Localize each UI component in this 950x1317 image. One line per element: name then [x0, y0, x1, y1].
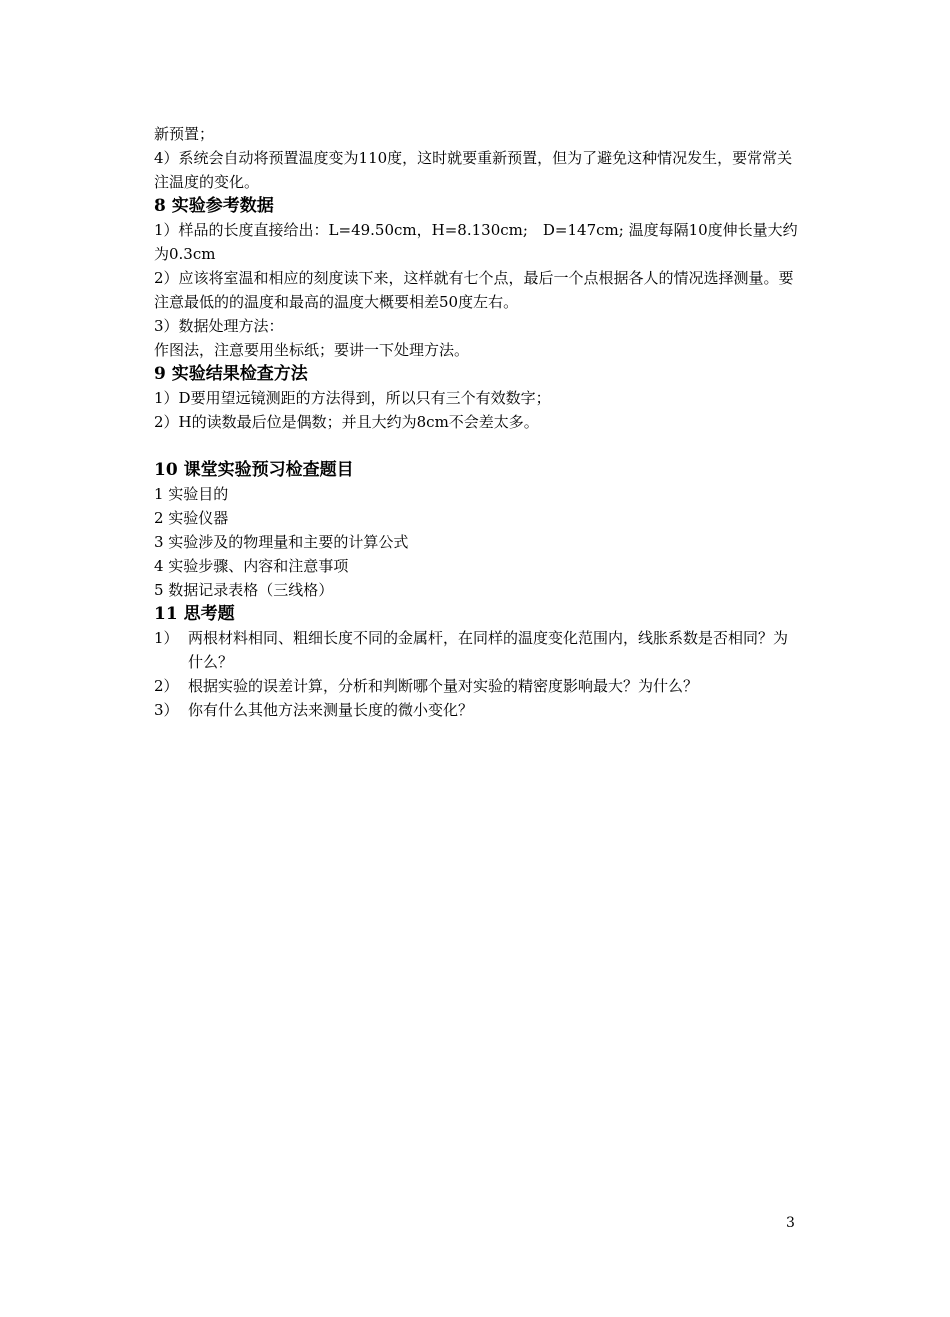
section-10-heading: 10 课堂实验预习检查题目: [154, 460, 354, 480]
question-item: [154, 626, 800, 674]
section-10-item: 3 实验涉及的物理量和主要的计算公式: [154, 533, 409, 551]
section-9-item-2: 2）H的读数最后位是偶数；并且大约为8cm不会差太多。: [154, 413, 539, 431]
section-9-item-1: 1）D要用望远镜测距的方法得到，所以只有三个有效数字；: [154, 389, 551, 407]
section-10-item: 4 实验步骤、内容和注意事项: [154, 557, 349, 575]
section-8-item-1: 1）样品的长度直接给出：L=49.50cm，H=8.130cm; D=147cm; 温度每隔10度伸长量大约为0.3cm: [154, 221, 798, 263]
question-item: [154, 698, 800, 722]
question-text: 你有什么其他方法来测量长度的微小变化？: [188, 701, 474, 719]
question-number: 3）: [154, 701, 179, 719]
section-10-item: 1 实验目的: [154, 485, 229, 503]
blank-line: [154, 434, 800, 458]
document-page: [154, 122, 800, 722]
section-10-item: 5 数据记录表格（三线格）: [154, 581, 334, 599]
question-text: 根据实验的误差计算，分析和判断哪个量对实验的精密度影响最大？为什么？: [188, 677, 699, 695]
question-text: 两根材料相同、粗细长度不同的金属杆，在同样的温度变化范围内，线胀系数是否相同？为什么？: [188, 629, 789, 671]
section-8-item-3: 3）数据处理方法：: [154, 317, 284, 335]
page-number: 3: [786, 1215, 795, 1231]
question-number: 1）: [154, 629, 179, 647]
section-8-item-2: 2）应该将室温和相应的刻度读下来，这样就有七个点，最后一个点根据各人的情况选择测量。要注意最低的的温度和最高的温度大概要相差50度左右。: [154, 269, 794, 311]
continued-line: 新预置；: [154, 125, 215, 143]
section-8-method: 作图法，注意要用坐标纸；要讲一下处理方法。: [154, 341, 470, 359]
question-item: [154, 674, 800, 698]
section-11-heading: 11 思考题: [154, 604, 235, 624]
section-8-heading: 8 实验参考数据: [154, 196, 274, 216]
step-4-paragraph: 4）系统会自动将预置温度变为110度，这时就要重新预置，但为了避免这种情况发生，要常常关注温度的变化。: [154, 149, 793, 191]
section-10-item: 2 实验仪器: [154, 509, 229, 527]
question-number: 2）: [154, 677, 179, 695]
section-9-heading: 9 实验结果检查方法: [154, 364, 308, 384]
